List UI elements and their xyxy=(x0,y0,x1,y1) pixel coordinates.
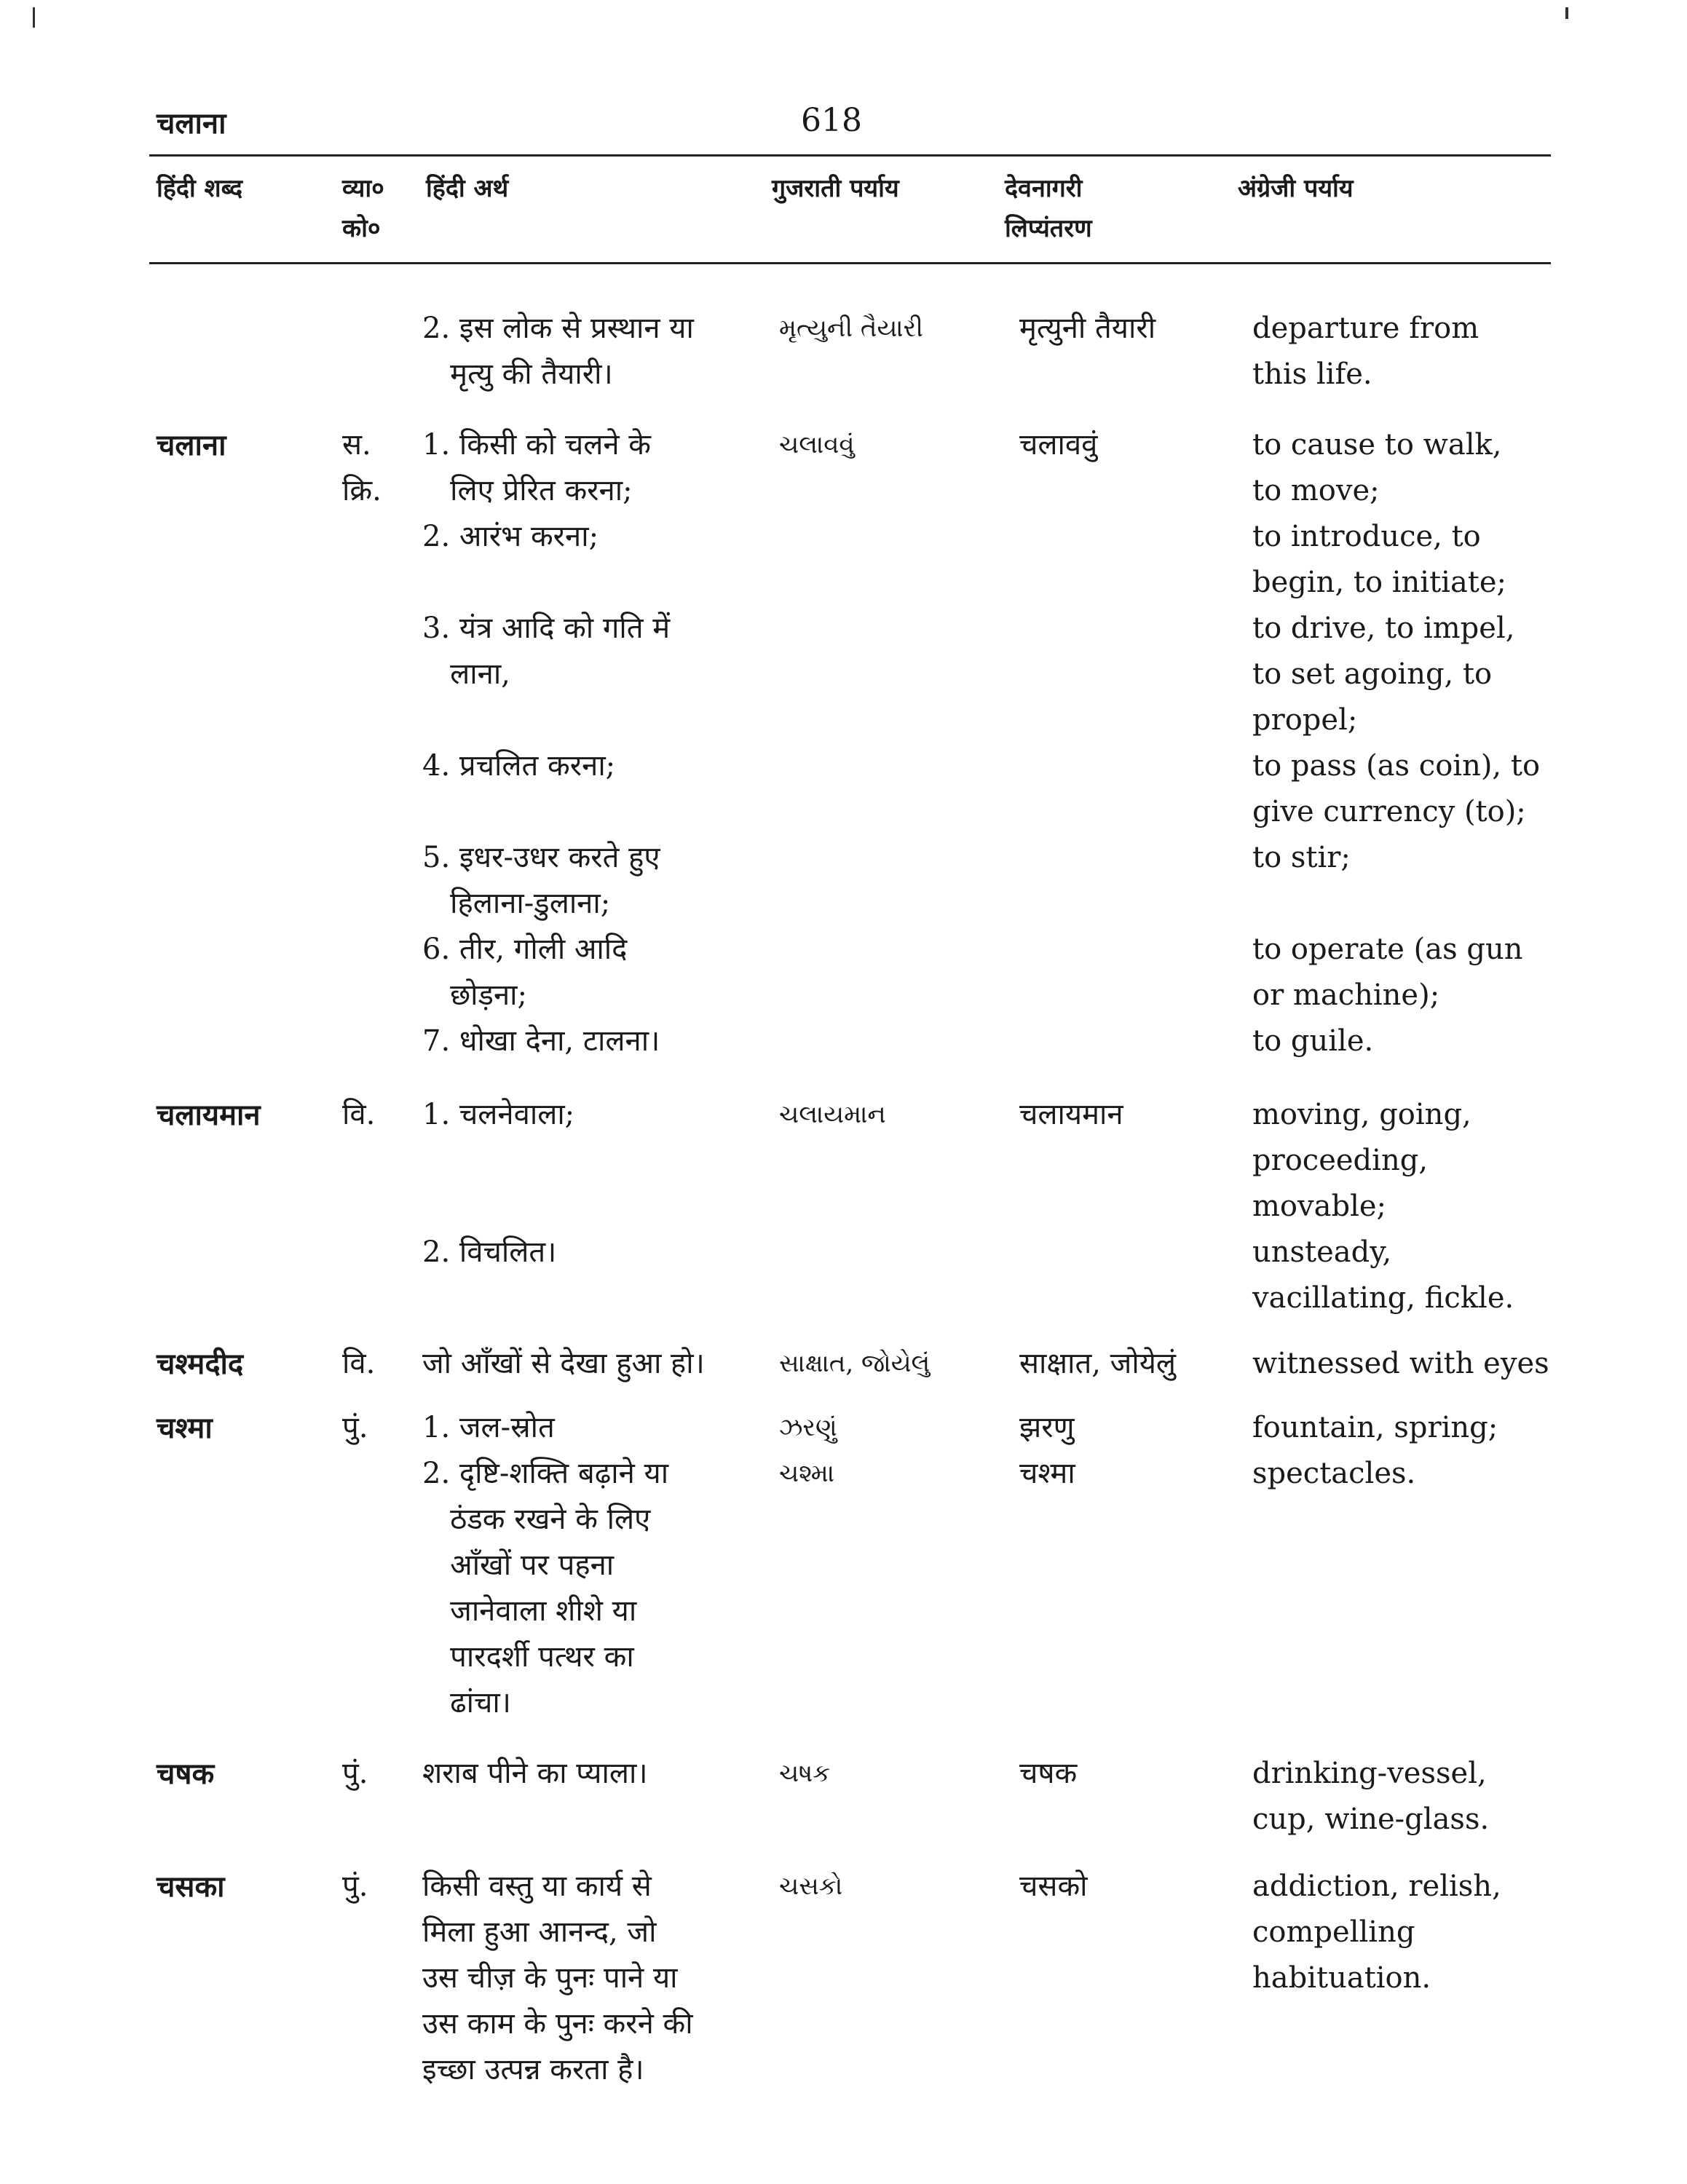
entry-meaning: जो आँखों से देखा हुआ हो। xyxy=(422,1347,705,1380)
entry-transliteration: झरणु चश्मा xyxy=(1019,1411,1075,1490)
entry-gujarati: ચલાયમાન xyxy=(779,1100,886,1129)
col-hindi-meaning: हिंदी अर्थ xyxy=(426,174,509,203)
entry-english: fountain, spring; spectacles. xyxy=(1252,1411,1498,1490)
entry-headword: चश्मदीद xyxy=(157,1347,244,1381)
entry-english: drinking-vessel, cup, wine-glass. xyxy=(1252,1757,1490,1836)
col-english: अंग्रेजी पर्याय xyxy=(1238,174,1354,203)
entry-pos: वि. xyxy=(342,1098,376,1131)
entry-english: departure from this life. xyxy=(1252,312,1479,391)
entry-meaning: 1. चलनेवाला; 2. विचलित। xyxy=(422,1098,575,1269)
entry-meaning: किसी वस्तु या कार्य से मिला हुआ आनन्द, जो उस चीज़ के पुनः पाने या उस काम के पुनः करने की इच्छा उत्पन्न करता है। xyxy=(422,1870,693,2086)
entry-headword: चसका xyxy=(157,1870,225,1904)
col-devanagari: देवनागरी लिप्यंतरण xyxy=(1005,174,1092,243)
col-grammar: व्या० को० xyxy=(342,174,384,243)
entry-gujarati: ઝરણું ચશ્મા xyxy=(779,1413,837,1488)
entry-transliteration: मृत्युनी तैयारी xyxy=(1019,312,1156,345)
entry-english: to cause to walk, to move; to introduce, to begin, to initiate; to drive, to impel, to set agoing, to propel; to pass (as coin), to give currency (to); to stir; to operate (as gun or machine); to guile. xyxy=(1252,428,1541,1058)
entry-english: witnessed with eyes xyxy=(1252,1347,1549,1380)
entry-gujarati: ચષક xyxy=(779,1759,831,1788)
page-number: 618 xyxy=(801,102,862,139)
entry-gujarati: ચસકો xyxy=(779,1872,843,1901)
entry-transliteration: साक्षात, जोयेलुं xyxy=(1019,1347,1177,1380)
entry-gujarati: મૃત્યુની તૈયારી xyxy=(779,314,923,343)
header-rule-top xyxy=(149,154,1551,157)
entry-pos: पुं. xyxy=(342,1757,368,1790)
entry-pos: पुं. xyxy=(342,1870,368,1903)
scan-mark xyxy=(1565,7,1568,19)
entry-english: addiction, relish, compelling habituation. xyxy=(1252,1870,1501,1995)
entry-transliteration: चलाववुं xyxy=(1019,428,1098,462)
col-gujarati: गुजराती पर्याय xyxy=(772,174,899,203)
header-rule-bottom xyxy=(149,262,1551,264)
entry-headword: चश्मा xyxy=(157,1411,213,1445)
running-head: चलाना xyxy=(157,106,226,141)
entry-headword: चलायमान xyxy=(157,1098,261,1132)
entry-pos: स. क्रि. xyxy=(342,428,382,507)
entry-meaning: शराब पीने का प्याला। xyxy=(422,1757,648,1790)
entry-gujarati: સાક્ષાત, જોયેલું xyxy=(779,1349,931,1378)
entry-headword: चषक xyxy=(157,1757,215,1791)
entry-headword: चलाना xyxy=(157,428,226,462)
entry-pos: वि. xyxy=(342,1347,376,1380)
entry-meaning: 1. जल-स्रोत 2. दृष्टि-शक्ति बढ़ाने या ठंडक रखने के लिए आँखों पर पहना जानेवाला शीशे या पारदर्शी पत्थर का ढांचा। xyxy=(422,1411,669,1720)
entry-meaning: 2. इस लोक से प्रस्थान या मृत्यु की तैयारी। xyxy=(422,312,694,391)
entry-transliteration: चषक xyxy=(1019,1757,1078,1790)
entry-meaning: 1. किसी को चलने के लिए प्रेरित करना; 2. आरंभ करना; 3. यंत्र आदि को गति में लाना, 4. प्रचलित करना; 5. इधर-उधर करते हुए हिलाना-डुलाना; 6. तीर, गोली आदि छोड़ना; 7. धोखा देना, टालना। xyxy=(422,428,671,1058)
scan-mark xyxy=(33,7,35,28)
entry-english: moving, going, proceeding, movable; unsteady, vacillating, fickle. xyxy=(1252,1098,1514,1315)
entry-transliteration: चलायमान xyxy=(1019,1098,1123,1131)
col-hindi-word: हिंदी शब्द xyxy=(157,174,243,203)
entry-pos: पुं. xyxy=(342,1411,368,1444)
entry-gujarati: ચલાવવું xyxy=(779,430,855,459)
entry-transliteration: चसको xyxy=(1019,1870,1088,1903)
